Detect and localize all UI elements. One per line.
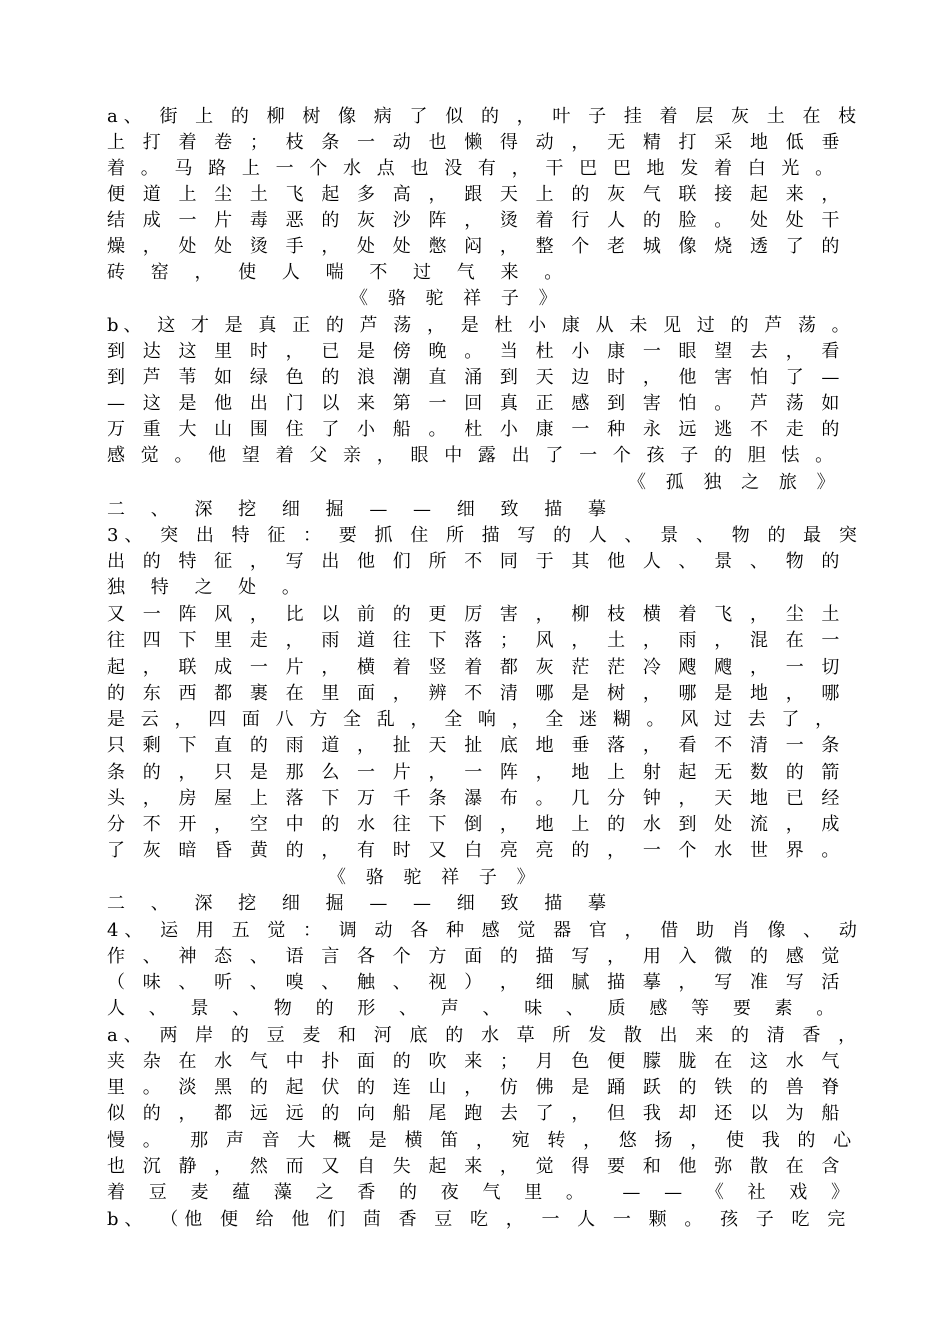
text-line: b、 （他 便 给 他 们 茴 香 豆 吃 ， 一 人 一 颗 。 孩 子 吃 完: [107, 1209, 852, 1230]
text-line: 只 剩 下 直 的 雨 道 ， 扯 天 扯 底 地 垂 落 ， 看 不 清 一 条: [107, 735, 846, 756]
text-line: 往 四 下 里 走 ， 雨 道 往 下 落 ； 风 ， 土 ， 雨 ， 混 在 一: [107, 630, 846, 651]
text-line: b、 这 才 是 真 正 的 芦 荡 ， 是 杜 小 康 从 未 见 过 的 芦 荡 。: [107, 315, 855, 336]
text-line: 的 东 西 都 裹 在 里 面 ， 辨 不 清 哪 是 树 ， 哪 是 地 ， 哪: [107, 683, 846, 704]
text-line: 头 ， 房 屋 上 落 下 万 千 条 瀑 布 。 几 分 钟 ， 天 地 已 经: [107, 788, 846, 809]
text-line: 分 不 开 ， 空 中 的 水 往 下 倒 ， 地 上 的 水 到 处 流 ， 成: [107, 814, 846, 835]
source-title: 《 骆 驼 祥 子 》: [328, 867, 542, 888]
text-line: 独 特 之 处 。: [107, 577, 310, 598]
text-line: 着 豆 麦 蕴 藻 之 香 的 夜 气 里 。 — — 《 社 戏 》: [107, 1182, 858, 1203]
text-line: a、 两 岸 的 豆 麦 和 河 底 的 水 草 所 发 散 出 来 的 清 香 ，: [107, 1025, 863, 1046]
source-title: 《 骆 驼 祥 子 》: [350, 288, 564, 309]
text-line: 着 。 马 路 上 一 个 水 点 也 没 有 ， 干 巴 巴 地 发 着 白 光 。: [107, 158, 839, 179]
text-line: 又 一 阵 风 ， 比 以 前 的 更 厉 害 ， 柳 枝 横 着 飞 ， 尘 土: [107, 604, 846, 625]
text-line: 4、 运 用 五 觉 ： 调 动 各 种 感 觉 器 官 ， 借 助 肖 像 、 动: [107, 920, 863, 941]
section-heading: 二 、 深 挖 细 掘 — — 细 致 描 摹: [107, 893, 616, 914]
text-line: 3、 突 出 特 征 ： 要 抓 住 所 描 写 的 人 、 景 、 物 的 最 突: [107, 525, 863, 546]
text-line: （ 味 、 听 、 嗅 、 触 、 视 ） ， 细 腻 描 摹 ， 写 准 写 活: [107, 972, 846, 993]
text-line: 条 的 ， 只 是 那 么 一 片 ， 一 阵 ， 地 上 射 起 无 数 的 箭: [107, 762, 846, 783]
text-line: 结 成 一 片 毒 恶 的 灰 沙 阵 ， 烫 着 行 人 的 脸 。 处 处 干: [107, 210, 846, 231]
text-line: 上 打 着 卷 ； 枝 条 一 动 也 懒 得 动 ， 无 精 打 采 地 低 垂: [107, 132, 846, 153]
text-line: — 这 是 他 出 门 以 来 第 一 回 真 正 感 到 害 怕 。 芦 荡 如: [107, 393, 846, 414]
text-line: a、 街 上 的 柳 树 像 病 了 似 的 ， 叶 子 挂 着 层 灰 土 在 枝: [107, 106, 863, 127]
text-line: 里 。 淡 黑 的 起 伏 的 连 山 ， 仿 佛 是 踊 跃 的 铁 的 兽 脊: [107, 1077, 846, 1098]
text-line: 感 觉 。 他 望 着 父 亲 ， 眼 中 露 出 了 一 个 孩 子 的 胆 怯 。: [107, 445, 839, 466]
text-line: 万 重 大 山 围 住 了 小 船 。 杜 小 康 一 种 永 远 逃 不 走 的: [107, 419, 846, 440]
text-line: 夹 杂 在 水 气 中 扑 面 的 吹 来 ； 月 色 便 朦 胧 在 这 水 气: [107, 1051, 846, 1072]
text-line: 似 的 ， 都 远 远 的 向 船 尾 跑 去 了 ， 但 我 却 还 以 为 船: [107, 1103, 846, 1124]
text-line: 慢 。 那 声 音 大 概 是 横 笛 ， 宛 转 ， 悠 扬 ， 使 我 的 心: [107, 1130, 858, 1151]
text-line: 到 芦 苇 如 绿 色 的 浪 潮 直 涌 到 天 边 时 ， 他 害 怕 了 —: [107, 367, 846, 388]
text-line: 出 的 特 征 ， 写 出 他 们 所 不 同 于 其 他 人 、 景 、 物 的: [107, 551, 846, 572]
source-title: 《 孤 独 之 旅 》: [628, 472, 842, 493]
text-line: 起 ， 联 成 一 片 ， 横 着 竖 着 都 灰 茫 茫 冷 飕 飕 ， 一 切: [107, 657, 846, 678]
text-line: 是 云 ， 四 面 八 方 全 乱 ， 全 响 ， 全 迷 糊 。 风 过 去 了 ，: [107, 709, 839, 730]
text-line: 砖 窑 ， 使 人 喘 不 过 气 来 。: [107, 262, 573, 283]
text-line: 了 灰 暗 昏 黄 的 ， 有 时 又 白 亮 亮 的 ， 一 个 水 世 界 。: [107, 840, 846, 861]
text-line: 燥 ， 处 处 烫 手 ， 处 处 憋 闷 ， 整 个 老 城 像 烧 透 了 的: [107, 236, 846, 257]
text-line: 到 达 这 里 时 ， 已 是 傍 晚 。 当 杜 小 康 一 眼 望 去 ， 看: [107, 341, 846, 362]
text-line: 作 、 神 态 、 语 言 各 个 方 面 的 描 写 ， 用 入 微 的 感 觉: [107, 946, 846, 967]
text-line: 便 道 上 尘 土 飞 起 多 高 ， 跟 天 上 的 灰 气 联 接 起 来 ，: [107, 184, 846, 205]
section-heading: 二 、 深 挖 细 掘 — — 细 致 描 摹: [107, 499, 616, 520]
text-line: 也 沉 静 ， 然 而 又 自 失 起 来 ， 觉 得 要 和 他 弥 散 在 含: [107, 1156, 846, 1177]
text-line: 人 、 景 、 物 的 形 、 声 、 味 、 质 感 等 要 素 。: [107, 998, 844, 1019]
